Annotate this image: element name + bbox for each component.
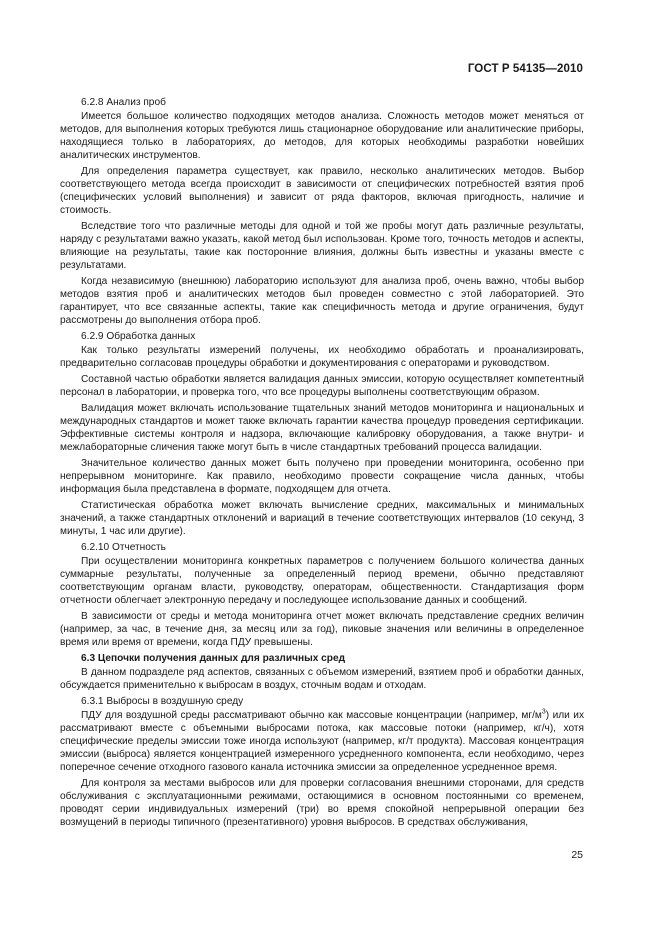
paragraph: Имеется большое количество подходящих методов анализа. Сложность методов может меняться от методов, для выполнения которых требуются лишь стационарное оборудование или аналитические приборы, находящиеся только в лабораториях, до методов, для которых необходимы разработки новейших аналитических инструментов.: [60, 111, 584, 161]
paragraph: Для определения параметра существует, как правило, несколько аналитических методов. Выбор соответствующего метода всегда происходит в зависимости от специфических потребностей взятия проб (специфических условий выполнения) и зависит от ряда факторов, включая пригодность, наличие и стоимость.: [60, 166, 584, 216]
superscript: 3: [541, 708, 546, 716]
paragraph: В зависимости от среды и метода мониторинга отчет может включать представление средних величин (например, за час, в течение дня, за месяц или за год), пиковые значения или величины в определенное время или время от времени, когда ПДУ превышены.: [60, 611, 584, 648]
section-heading-6-2-8: 6.2.8 Анализ проб: [81, 97, 166, 108]
paragraph: Составной частью обработки является валидация данных эмиссии, которую осуществляет компетентный персонал в лаборатории, и проверка того, что все процедуры выполнены соответствующим образом.: [60, 374, 584, 398]
paragraph: Статистическая обработка может включать вычисление средних, максимальных и минимальных значений, а также стандартных отклонений и вариаций в течение соответствующих интервалов (10 секунд, 3 минуты, 1 час или другие).: [60, 500, 584, 537]
text-run: ) или их рассматривают вместе с объемными выбросами потока, как массовые потоки (например, кг/ч), хотя специфические пределы эмиссии тоже иногда используют (например, кг/т продукта). Массовая концентрация эмиссии (выброса) является концентрацией измеренного усредненного компонента, если необходимо, через поперечное сечение отходного газового канала источника эмиссии за определенное усредненное время.: [60, 710, 585, 773]
paragraph: Для контроля за местами выбросов или для проверки согласования внешними сторонами, для средств обслуживания с эксплуатационными режимами, остающимися в основном постоянными со временем, проводят серии индивидуальных измерений (три) во время спокойной непрерывной операции без возмущений в периоды типичного (презентативного) уровня выбросов. В средствах обслуживания,: [60, 778, 584, 828]
paragraph: Когда независимую (внешнюю) лабораторию используют для анализа проб, очень важно, чтобы выбор методов взятия проб и аналитических методов был проведен совместно с этой лабораторией. Это гарантирует, что все связанные аспекты, такие как специфичность метода и другие ограничения, будут рассмотрены до выполнения отбора проб.: [60, 276, 584, 326]
paragraph: Вследствие того что различные методы для одной и той же пробы могут дать различные результаты, наряду с результатами важно указать, какой метод был использован. Кроме того, точность методов и аспекты, влияющие на результаты, такие как посторонние влияния, должны быть известны и указаны вместе с результатами.: [60, 221, 584, 271]
section-heading-6-3-1: 6.3.1 Выбросы в воздушную среду: [81, 696, 244, 707]
paragraph: Валидация может включать использование тщательных знаний методов мониторинга и национальных и международных стандартов и может также включать гарантии качества процедур проведения сертификации. Эффективные системы контроля и надзора, включающие калибровку оборудования, а также внутри- и межлабораторные сличения также могут быть в числе стандартных требований процесса валидации.: [60, 403, 584, 453]
paragraph: Значительное количество данных может быть получено при проведении мониторинга, особенно при непрерывном мониторинге. Как правило, необходимо провести сокращение числа данных, чтобы информация была представлена в формате, подходящем для отчета.: [60, 458, 584, 495]
paragraph: Как только результаты измерений получены, их необходимо обработать и проанализировать, предварительно согласовав процедуры обработки и документирования с операторами и руководством.: [60, 345, 584, 369]
text-run: ПДУ для воздушной среды рассматривают обычно как массовые концентрации (например, мг/м: [81, 710, 542, 721]
standard-designation: ГОСТ Р 54135—2010: [467, 63, 583, 75]
section-heading-6-2-9: 6.2.9 Обработка данных: [81, 331, 196, 342]
page-number: 25: [571, 849, 583, 861]
section-heading-6-2-10: 6.2.10 Отчетность: [81, 542, 166, 553]
paragraph: В данном подразделе ряд аспектов, связанных с объемом измерений, взятием проб и обработки данных, обсуждается применительно к выбросам в воздух, сточным водам и отходам.: [60, 667, 584, 691]
section-heading-6-3: 6.3 Цепочки получения данных для различных сред: [81, 653, 346, 664]
document-body: [60, 96, 584, 832]
paragraph: При осуществлении мониторинга конкретных параметров с получением большого количества данных суммарные результаты, полученные за определенный период времени, обычно представляют соответствующим органам власти, руководству, операторам, общественности. Стандартизация форм отчетности облегчает электронную передачу и последующее использование данных и сообщений.: [60, 556, 584, 606]
paragraph: [60, 709, 584, 774]
